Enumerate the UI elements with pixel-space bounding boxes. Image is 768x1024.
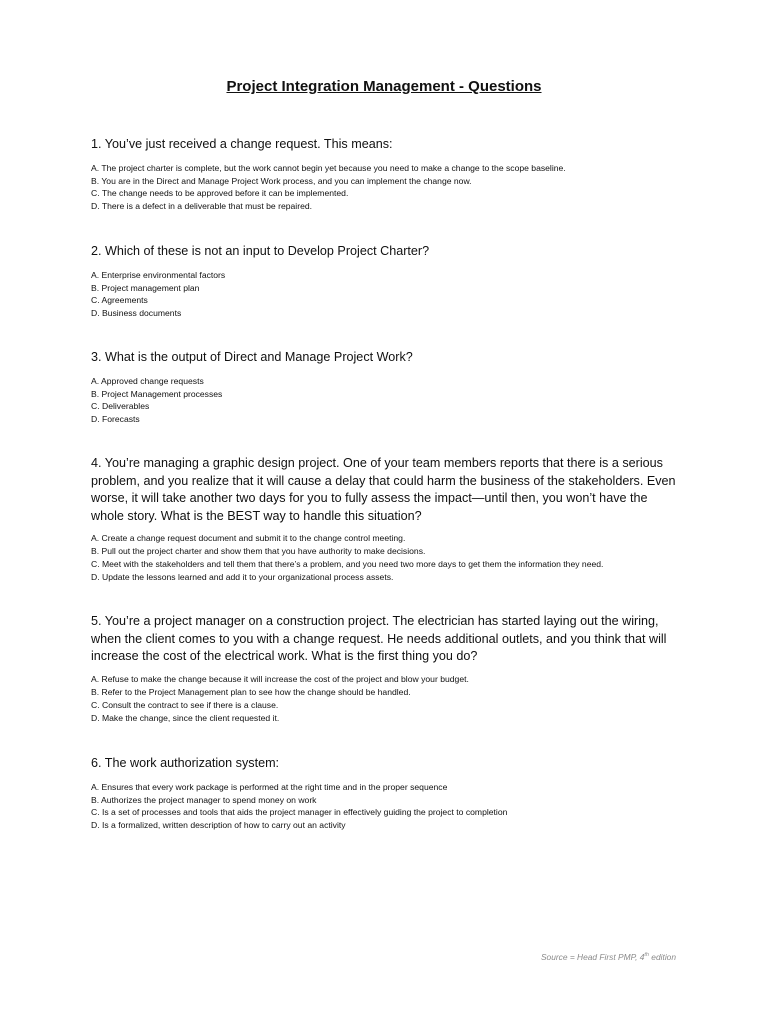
answer-option-a: A. Approved change requests bbox=[91, 375, 204, 386]
answer-option-c: C. Deliverables bbox=[91, 401, 150, 412]
answer-option-c: C. Agreements bbox=[91, 295, 148, 306]
answer-option-d: D. Is a formalized, written description of how to carry out an activity bbox=[91, 820, 346, 831]
source-text: Source = Head First PMP, 4 bbox=[540, 952, 645, 962]
question-4 bbox=[91, 455, 681, 584]
answer-option-a: A. Create a change request document and submit it to the change control meeting. bbox=[91, 533, 406, 544]
question-5 bbox=[91, 613, 681, 724]
answer-option-a: A. The project charter is complete, but the work cannot begin yet because you need to make a change to the scope baseline. bbox=[91, 162, 566, 173]
answer-option-c: C. The change needs to be approved before it can be implemented. bbox=[91, 188, 349, 199]
answer-options bbox=[91, 673, 681, 725]
question-1 bbox=[91, 136, 681, 213]
answer-option-b: B. You are in the Direct and Manage Project Work process, and you can implement the change now. bbox=[91, 175, 472, 186]
answer-option-a: A. Enterprise environmental factors bbox=[91, 269, 226, 280]
answer-option-c: C. Meet with the stakeholders and tell them that there’s a problem, and you need two more days to get them the information they need. bbox=[91, 559, 604, 570]
answer-option-b: B. Pull out the project charter and show them that you have authority to make decisions. bbox=[91, 546, 426, 557]
question-2 bbox=[91, 243, 681, 320]
question-text: 3. What is the output of Direct and Manage Project Work? bbox=[91, 350, 413, 364]
answer-option-a: A. Ensures that every work package is performed at the right time and in the proper sequence bbox=[91, 781, 448, 792]
question-text: 5. You’re a project manager on a construction project. The electrician has started laying out the wiring, when the client comes to you with a change request. He needs additional outlets, and you think that will increase the cost of the electrical work. What is the first thing you do? bbox=[91, 614, 667, 664]
answer-option-d: D. Forecasts bbox=[91, 414, 140, 425]
answer-option-d: D. Update the lessons learned and add it to your organizational process assets. bbox=[91, 572, 394, 583]
page-title: Project Integration Management - Questions bbox=[226, 78, 542, 95]
question-6 bbox=[91, 755, 681, 832]
question-text: 6. The work authorization system: bbox=[91, 756, 280, 770]
source-edition: edition bbox=[648, 952, 676, 962]
answer-option-c: C. Consult the contract to see if there is a clause. bbox=[91, 699, 279, 710]
answer-option-b: B. Project management plan bbox=[91, 282, 200, 293]
source-citation bbox=[541, 952, 676, 962]
question-text: 4. You’re managing a graphic design project. One of your team members reports that there is a serious problem, and you realize that it will cause a delay that could harm the business of the stakeholders. Even worse, it will take another two days for you to fully assess the impact—until then, you won’t have the whole story. What is the BEST way to handle this situation? bbox=[91, 456, 676, 523]
answer-option-b: B. Refer to the Project Management plan to see how the change should be handled. bbox=[91, 686, 411, 697]
answer-options bbox=[91, 375, 681, 427]
question-text: 1. You’ve just received a change request. This means: bbox=[91, 137, 393, 151]
source-superscript: th bbox=[644, 952, 649, 959]
answer-options bbox=[91, 532, 681, 584]
answer-option-d: D. There is a defect in a deliverable that must be repaired. bbox=[91, 201, 313, 212]
answer-options bbox=[91, 162, 681, 214]
answer-option-c: C. Is a set of processes and tools that aids the project manager in effectively guiding the project to completion bbox=[91, 807, 508, 818]
question-3 bbox=[91, 349, 681, 426]
answer-options bbox=[91, 269, 681, 321]
answer-option-d: D. Make the change, since the client requested it. bbox=[91, 712, 280, 723]
answer-option-b: B. Project Management processes bbox=[91, 388, 223, 399]
question-text: 2. Which of these is not an input to Develop Project Charter? bbox=[91, 244, 430, 258]
answer-option-a: A. Refuse to make the change because it will increase the cost of the project and blow your budget. bbox=[91, 673, 469, 684]
answer-options bbox=[91, 781, 681, 833]
answer-option-d: D. Business documents bbox=[91, 308, 182, 319]
answer-option-b: B. Authorizes the project manager to spend money on work bbox=[91, 794, 317, 805]
